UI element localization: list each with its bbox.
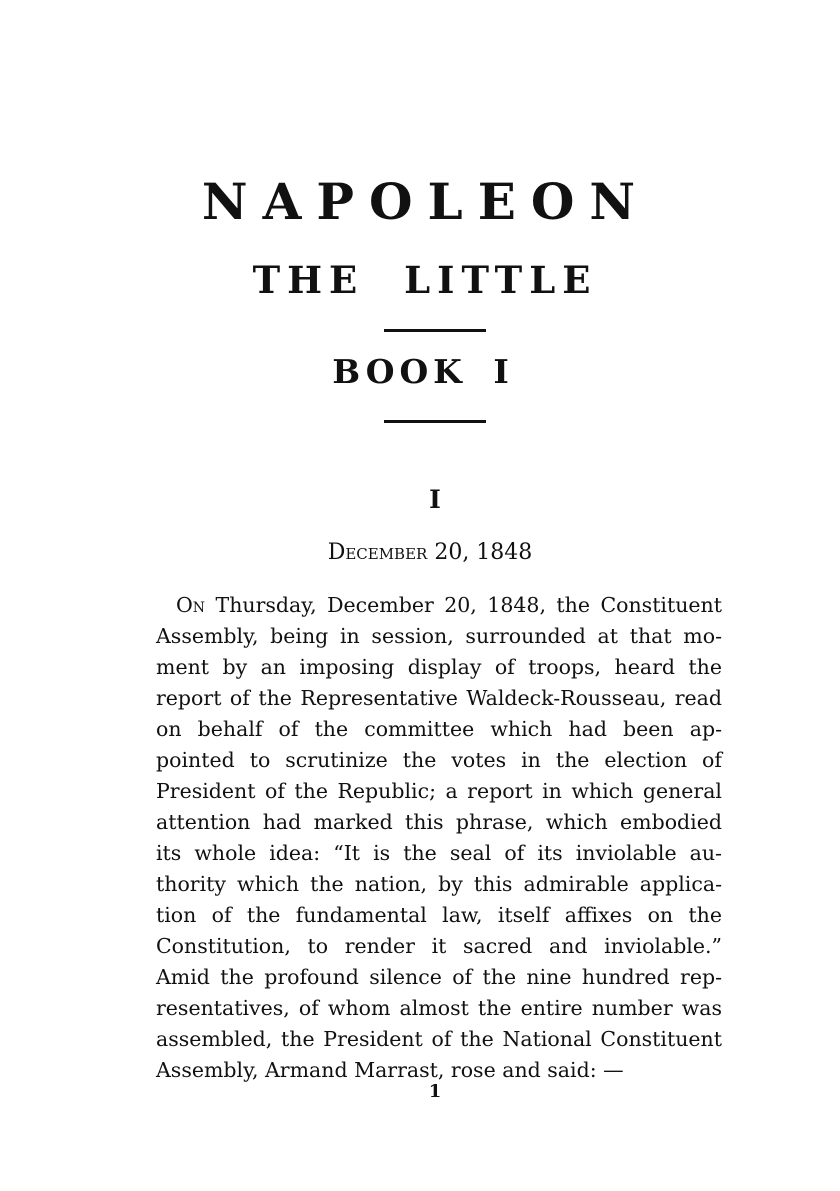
body-line: ment by an imposing display of troops, heard the xyxy=(156,655,722,679)
body-line: resentatives, of whom almost the entire number was xyxy=(156,996,722,1020)
body-line: tion of the fundamental law, itself affixes on the xyxy=(156,903,722,927)
body-line: President of the Republic; a report in which general xyxy=(156,779,722,803)
body-line: assembled, the President of the National Constituent xyxy=(156,1027,722,1051)
chapter-body xyxy=(156,590,722,1086)
body-line: Constitution, to render it sacred and inviolable.” xyxy=(156,934,722,958)
body-line: report of the Representative Waldeck-Rousseau, read xyxy=(156,686,722,710)
body-line: pointed to scrutinize the votes in the election of xyxy=(156,748,722,772)
body-line: attention had marked this phrase, which embodied xyxy=(156,810,722,834)
book-title: NAPOLEON xyxy=(201,172,651,231)
body-line: its whole idea: “It is the seal of its inviolable au- xyxy=(156,841,722,865)
body-line: On Thursday, December 20, 1848, the Constituent xyxy=(176,593,722,617)
book-part-heading: BOOK I xyxy=(332,352,514,391)
body-line: Amid the profound silence of the nine hundred rep- xyxy=(156,965,722,989)
chapter-number: I xyxy=(429,485,441,514)
body-line: on behalf of the committee which had been ap- xyxy=(156,717,722,741)
page-number: 1 xyxy=(428,1081,442,1102)
body-line: Assembly, Armand Marrast, rose and said: — xyxy=(156,1058,624,1082)
top-divider-rule xyxy=(384,329,486,332)
book-subtitle: THE LITTLE xyxy=(252,258,598,302)
body-line: thority which the nation, by this admirable applica- xyxy=(156,872,722,896)
bottom-divider-rule xyxy=(384,420,486,423)
body-line: Assembly, being in session, surrounded at that mo- xyxy=(156,624,722,648)
chapter-date-heading: December 20, 1848 xyxy=(327,540,533,565)
drop-word: On xyxy=(176,593,206,617)
